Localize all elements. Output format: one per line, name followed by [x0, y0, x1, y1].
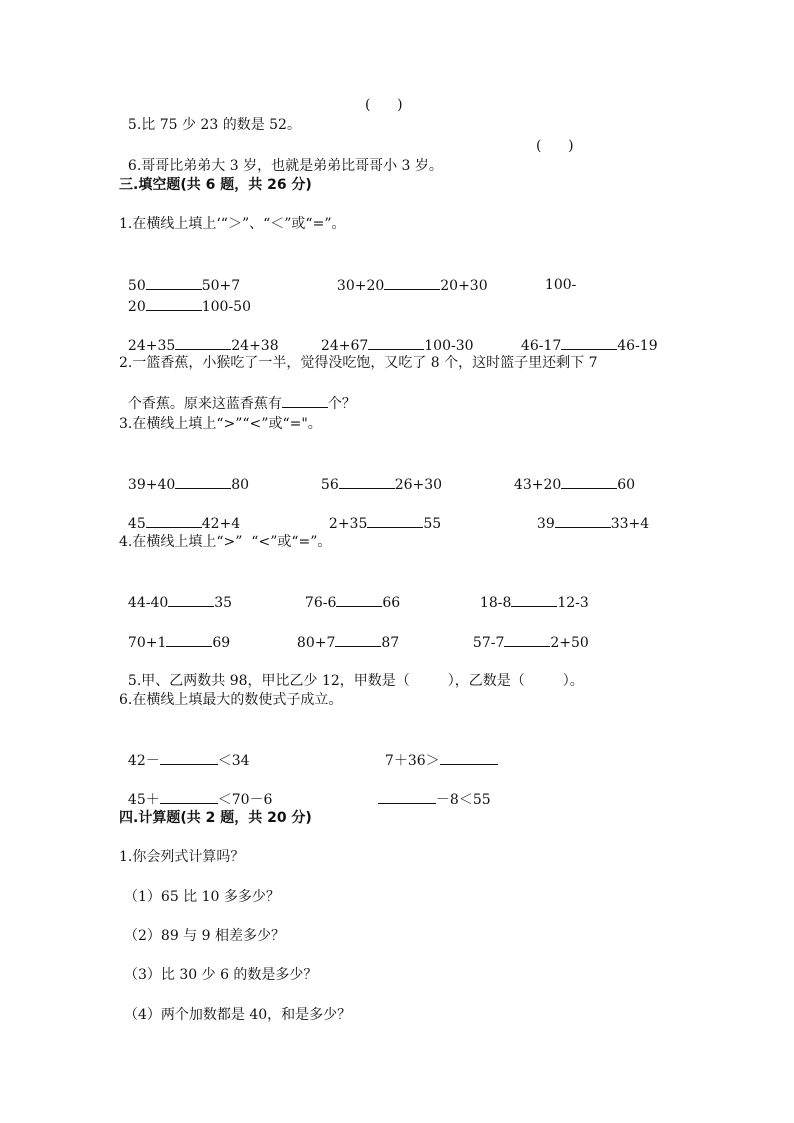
expr-right: 87: [381, 635, 400, 651]
fill-q5: [119, 651, 584, 689]
expr-left: 44-40: [127, 595, 169, 611]
fill-q4-r1-c2: [296, 572, 401, 611]
fill-q4-r2-c3: [464, 612, 589, 651]
answer-blank[interactable]: [335, 632, 381, 647]
fill-q1-r2-c2: [312, 315, 474, 354]
expr-left: 50: [127, 278, 146, 294]
fill-q6-prompt: 6.在横线上填最大的数使式子成立。: [119, 692, 343, 708]
expr-left: 45: [127, 516, 146, 532]
expr-left: 7＋36＞: [384, 753, 440, 769]
fill-q4-r1-c1: [119, 572, 233, 611]
judge-q5: [119, 95, 301, 133]
fill-q4-prompt: 4.在横线上填上“>” “<”或“=”。: [119, 534, 332, 550]
answer-blank[interactable]: [440, 750, 498, 765]
judge-q5-paren[interactable]: ( ): [365, 97, 403, 113]
answer-blank[interactable]: [175, 474, 231, 489]
expr-left: 80+7: [296, 635, 336, 651]
expr-right: 100-50: [201, 299, 252, 315]
expr-right: 35: [214, 595, 233, 611]
fill-q6-r1-c2: [376, 730, 498, 769]
fill-q6-r2-c2: [369, 769, 491, 808]
fill-q3-r2-c2: [320, 493, 442, 532]
fill-q3-r1-c2: [312, 454, 443, 493]
expr-right: 20+30: [440, 278, 488, 294]
expr-right: 26+30: [394, 477, 443, 493]
judge-q6: [119, 136, 443, 174]
fill-q1-r2-c1: [119, 315, 279, 354]
expr-left: 56: [320, 477, 339, 493]
expr-left: 39: [536, 516, 555, 532]
calc-q1-item-4: （4）两个加数都是 40，和是多少？: [124, 1007, 352, 1023]
answer-blank[interactable]: [367, 513, 423, 528]
answer-blank[interactable]: [146, 513, 202, 528]
expr-right: 66: [382, 595, 401, 611]
fill-q1-r1-c1: [119, 255, 241, 294]
expr-right: 33+4: [610, 516, 650, 532]
answer-blank[interactable]: [504, 632, 550, 647]
expr-right: ＜34: [217, 753, 250, 769]
expr-left: 24+67: [320, 338, 369, 354]
section3-heading: 三.填空题(共 6 题，共 26 分): [119, 177, 312, 193]
fill-q1-r2-c3: [512, 315, 658, 354]
expr-left: 70+1: [127, 635, 167, 651]
answer-blank[interactable]: [160, 750, 218, 765]
expr-left: 20: [127, 299, 146, 315]
fill-q1-prompt: 1.在横线上填上‘“＞”、“＜”或“=”。: [119, 216, 346, 232]
expr-left: 43+20: [513, 477, 562, 493]
answer-blank[interactable]: [168, 592, 214, 607]
judge-q6-text: 6.哥哥比弟弟大 3 岁，也就是弟弟比哥哥小 3 岁。: [127, 158, 443, 174]
calc-q1-item-1: （1）65 比 10 多多少？: [124, 889, 280, 905]
answer-blank[interactable]: [555, 513, 611, 528]
expr-right: 2+50: [550, 635, 589, 651]
fill-q3-r2-c1: [119, 493, 241, 532]
expr-left: 39+40: [127, 477, 176, 493]
expr-left: 30+20: [336, 278, 385, 294]
answer-blank[interactable]: [175, 335, 231, 350]
expr-right: 100-30: [424, 338, 474, 354]
judge-q5-text: 5.比 75 少 23 的数是 52。: [127, 117, 301, 133]
fill-q4-r1-c3: [471, 572, 589, 611]
fill-q4-r2-c1: [119, 612, 231, 651]
expr-left: 42－: [127, 753, 160, 769]
answer-blank[interactable]: [146, 296, 202, 311]
expr-left: 18-8: [479, 595, 512, 611]
answer-blank[interactable]: [282, 393, 328, 408]
fill-q2-line2: [119, 373, 356, 412]
expr-right: 55: [423, 516, 442, 532]
judge-q6-paren[interactable]: ( ): [536, 138, 574, 154]
expr-right: 46-19: [617, 338, 658, 354]
fill-q4-r2-c2: [288, 612, 400, 651]
answer-blank[interactable]: [384, 275, 440, 290]
answer-blank[interactable]: [561, 474, 617, 489]
fill-q6-r2-c1: [119, 769, 273, 808]
expr-left: 45＋: [127, 792, 160, 808]
expr-right: 69: [212, 635, 231, 651]
q5-text-a: 5.甲、乙两数共 98，甲比乙少 12，甲数是（: [127, 673, 410, 689]
fill-q3-r1-c3: [505, 454, 636, 493]
answer-blank[interactable]: [368, 335, 424, 350]
answer-blank[interactable]: [336, 592, 382, 607]
fill-q3-r2-c3: [528, 493, 650, 532]
section4-heading: 四.计算题(共 2 题，共 20 分): [119, 810, 312, 826]
fill-q1-r1b: [119, 276, 252, 315]
q5-text-c: ）。: [562, 673, 584, 689]
answer-blank[interactable]: [378, 789, 436, 804]
fill-q3-r1-c1: [119, 454, 250, 493]
calc-q1-prompt: 1.你会列式计算吗？: [119, 849, 245, 865]
expr-right: －8＜55: [435, 792, 491, 808]
expr-left: 2+35: [328, 516, 368, 532]
expr-right: 60: [617, 477, 636, 493]
expr-right: 12-3: [557, 595, 589, 611]
q2-text-a: 个香蕉。原来这蓝香蕉有: [127, 396, 282, 412]
fill-q6-r1-c1: [119, 730, 250, 769]
expr-right: 80: [231, 477, 250, 493]
answer-blank[interactable]: [166, 632, 212, 647]
expr-left: 46-17: [520, 338, 562, 354]
fill-q1-r1-c3: [536, 255, 577, 293]
expr-right: 24+38: [231, 338, 279, 354]
expr-left: 100-: [544, 277, 577, 293]
answer-blank[interactable]: [511, 592, 557, 607]
q5-text-b: ），乙数是（: [447, 673, 525, 689]
expr-left: 76-6: [304, 595, 337, 611]
expr-left: 24+35: [127, 338, 176, 354]
fill-q2-line1: 2.一篮香蕉，小猴吃了一半，觉得没吃饱，又吃了 8 个，这时篮子里还剩下 7: [119, 355, 598, 371]
answer-blank[interactable]: [339, 474, 395, 489]
expr-right: ＜70－6: [217, 792, 273, 808]
answer-blank[interactable]: [561, 335, 617, 350]
fill-q1-r1-c2: [328, 255, 488, 294]
calc-q1-item-3: （3）比 30 少 6 的数是多少？: [124, 967, 318, 983]
expr-right: 42+4: [201, 516, 241, 532]
fill-q3-prompt: 3.在横线上填上“>”“<”或“="。: [119, 416, 322, 432]
calc-q1-item-2: （2）89 与 9 相差多少？: [124, 928, 285, 944]
answer-blank[interactable]: [160, 789, 218, 804]
q2-text-b: 个？: [327, 396, 356, 412]
expr-right: 50+7: [201, 278, 241, 294]
expr-left: 57-7: [472, 635, 505, 651]
